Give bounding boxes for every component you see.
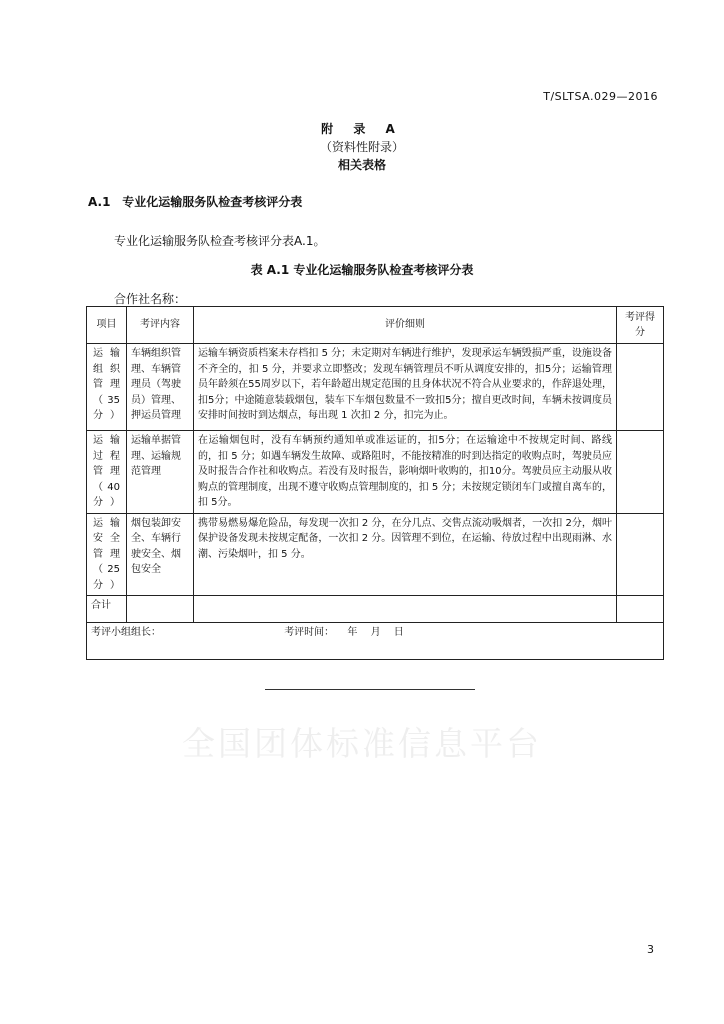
year-label: 年: [347, 627, 358, 638]
total-empty-content: [127, 596, 194, 623]
cooperative-name-label: 合作社名称：: [114, 292, 187, 306]
row-detail: 携带易燃易爆危险品，每发现一次扣 2 分，在分几点、交售点流动吸烟者，一次扣 2分，烟叶保护设备发现未按规定配备，一次扣 2 分。因管理不到位，在运输、待放过程中出现雨淋、水潮、污染烟叶，扣 5 分。: [194, 513, 617, 596]
total-label: 合计: [87, 596, 127, 623]
row-item: 运输组织管理（35分）: [87, 344, 127, 431]
signature-cell: [87, 623, 664, 660]
intro-text: 专业化运输服务队检查考核评分表A.1。: [114, 234, 326, 248]
row-score: [617, 344, 664, 431]
table-row: [87, 431, 664, 514]
row-content: 车辆组织管理、车辆管理员（驾驶员）管理、押运员管理: [127, 344, 194, 431]
appendix-title: 附 录 A: [321, 122, 403, 136]
appendix-name: 相关表格: [337, 158, 386, 172]
end-rule: [265, 689, 475, 690]
page-number: 3: [647, 943, 654, 956]
month-label: 月: [370, 627, 381, 638]
table-title: 表 A.1 专业化运输服务队检查考核评分表: [250, 263, 474, 277]
section-title: 专业化运输服务队检查考核评分表: [122, 195, 303, 209]
total-row: [87, 596, 664, 623]
row-detail: 运输车辆资质档案未存档扣 5 分；未定期对车辆进行维护，发现承运车辆毁损严重，设施设备不齐全的，扣 5 分，并要求立即整改；发现车辆管理员不听从调度安排的，扣5分；运输管理员年龄须在55周岁以下，若年龄超出规定范围的且身体状况不符合从业要求的，作辞退处理，扣5分；中途随意装载烟包，装车下车烟包数量不一致扣5分；擅自更改时间，车辆未按调度员安排时间按时到达烟点，每出现 1 次扣 2 分，扣完为止。: [194, 344, 617, 431]
section-heading: [88, 193, 302, 210]
row-score: [617, 431, 664, 514]
row-content: 烟包装卸安全、车辆行驶安全、烟包安全: [127, 513, 194, 596]
standard-code: T/SLTSA.029—2016: [543, 90, 658, 103]
table-row: [87, 513, 664, 596]
row-item: 运输过程管理（40分）: [87, 431, 127, 514]
header-detail: 评价细则: [194, 307, 617, 344]
row-content: 运输单据管理、运输规范管理: [127, 431, 194, 514]
day-label: 日: [393, 627, 404, 638]
table-header-row: [87, 307, 664, 344]
header-content: 考评内容: [127, 307, 194, 344]
signature-row: [87, 623, 664, 660]
row-detail: 在运输烟包时，没有车辆预约通知单或准运证的，扣5分；在运输途中不按规定时间、路线的，扣 5 分；如遇车辆发生故障、或路阻时，不能按精准的时到达指定的收购点时，驾驶员应及时报告合作社和收购点。若没有及时报告，影响烟叶收购的，扣10分。驾驶员应主动服从收购点的管理制度，出现不遵守收购点管理制度的，扣 5 分；未按规定锁闭车门或擅自离车的，扣 5分。: [194, 431, 617, 514]
total-empty-detail: [194, 596, 617, 623]
total-empty-score: [617, 596, 664, 623]
row-item: 运输安全管理（25分）: [87, 513, 127, 596]
row-score: [617, 513, 664, 596]
appendix-subtitle: （资料性附录）: [319, 140, 404, 154]
header-item: 项目: [87, 307, 127, 344]
review-time-label: 考评时间：: [284, 627, 335, 638]
section-number: A.1: [88, 195, 111, 209]
group-leader-label: 考评小组组长：: [91, 627, 161, 638]
scoring-table: [86, 306, 664, 660]
watermark: 全国团体标准信息平台: [182, 724, 542, 763]
table-row: [87, 344, 664, 431]
review-date: [337, 627, 403, 638]
header-score: 考评得分: [617, 307, 664, 344]
